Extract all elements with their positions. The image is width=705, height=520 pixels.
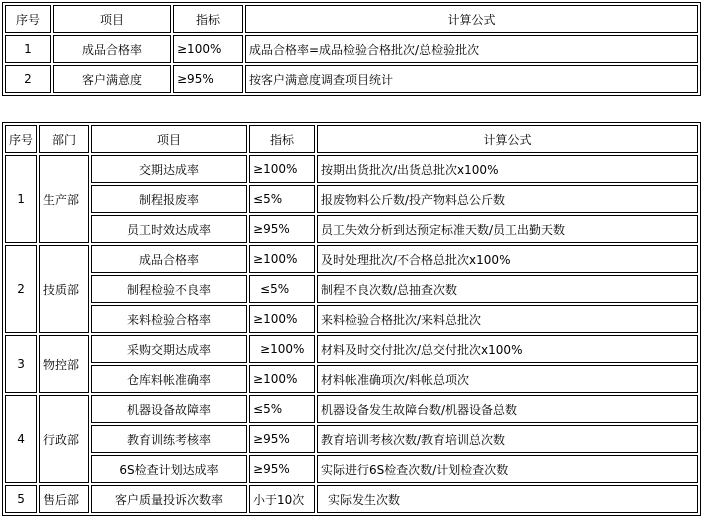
target-value: ≥100% [249, 335, 315, 363]
department-name: 行政部 [39, 395, 89, 483]
formula: 来料检验合格批次/来料总批次 [317, 305, 698, 333]
group-number: 3 [5, 335, 37, 393]
target-value: ≥95% [249, 455, 315, 483]
table-row [5, 455, 698, 483]
target-value: ≥100% [173, 35, 243, 63]
header-cell: 指标 [173, 5, 243, 33]
table-row [5, 35, 698, 63]
table-row [5, 305, 698, 333]
item-name: 成品合格率 [91, 245, 247, 273]
item-name: 教育训练考核率 [91, 425, 247, 453]
group-number: 5 [5, 485, 37, 513]
item-name: 交期达成率 [91, 155, 247, 183]
table-row [5, 275, 698, 303]
table-row [5, 425, 698, 453]
formula: 教育培训考核次数/教育培训总次数 [317, 425, 698, 453]
header-cell: 计算公式 [245, 5, 698, 33]
target-value: ≤5% [249, 275, 315, 303]
header-cell: 计算公式 [317, 125, 698, 153]
department-name: 售后部 [39, 485, 89, 513]
table-row [5, 215, 698, 243]
table-row [5, 65, 698, 93]
item-name: 来料检验合格率 [91, 305, 247, 333]
kpi-summary-table [2, 2, 701, 96]
formula: 成品合格率=成品检验合格批次/总检验批次 [245, 35, 698, 63]
department-kpi-table [2, 122, 701, 516]
group-number: 1 [5, 155, 37, 243]
item-name: 采购交期达成率 [91, 335, 247, 363]
target-value: ≥100% [249, 365, 315, 393]
group-number: 4 [5, 395, 37, 483]
header-cell: 指标 [249, 125, 315, 153]
formula: 材料及时交付批次/总交付批次x100% [317, 335, 698, 363]
header-cell: 序号 [5, 5, 51, 33]
target-value: ≥100% [249, 305, 315, 333]
formula: 按客户满意度调查项目统计 [245, 65, 698, 93]
item-name: 制程报废率 [91, 185, 247, 213]
formula: 及时处理批次/不合格总批次x100% [317, 245, 698, 273]
target-value: ≥95% [173, 65, 243, 93]
target-value: ≥100% [249, 245, 315, 273]
item-name: 成品合格率 [53, 35, 171, 63]
header-cell: 序号 [5, 125, 37, 153]
target-value: ≤5% [249, 185, 315, 213]
formula: 员工失效分析到达预定标准天数/员工出勤天数 [317, 215, 698, 243]
formula: 实际进行6S检查次数/计划检查次数 [317, 455, 698, 483]
target-value: ≤5% [249, 395, 315, 423]
formula: 报废物料公斤数/投产物料总公斤数 [317, 185, 698, 213]
target-value: 小于10次 [249, 485, 315, 513]
table-row [5, 395, 698, 423]
department-name: 物控部 [39, 335, 89, 393]
formula: 制程不良次数/总抽查次数 [317, 275, 698, 303]
row-number: 2 [5, 65, 51, 93]
target-value: ≥100% [249, 155, 315, 183]
table-row [5, 335, 698, 363]
formula: 实际发生次数 [317, 485, 698, 513]
group-number: 2 [5, 245, 37, 333]
item-name: 客户满意度 [53, 65, 171, 93]
item-name: 员工时效达成率 [91, 215, 247, 243]
table-header-row [5, 5, 698, 33]
item-name: 仓库料帐准确率 [91, 365, 247, 393]
item-name: 制程检验不良率 [91, 275, 247, 303]
formula: 机器设备发生故障台数/机器设备总数 [317, 395, 698, 423]
table-row [5, 155, 698, 183]
table-row [5, 485, 698, 513]
target-value: ≥95% [249, 425, 315, 453]
table-row [5, 365, 698, 393]
formula: 材料帐准确项次/料帐总项次 [317, 365, 698, 393]
item-name: 机器设备故障率 [91, 395, 247, 423]
header-cell: 项目 [91, 125, 247, 153]
item-name: 客户质量投诉次数率 [91, 485, 247, 513]
department-name: 技质部 [39, 245, 89, 333]
table-row [5, 245, 698, 273]
header-cell: 部门 [39, 125, 89, 153]
table-header-row [5, 125, 698, 153]
target-value: ≥95% [249, 215, 315, 243]
department-name: 生产部 [39, 155, 89, 243]
row-number: 1 [5, 35, 51, 63]
header-cell: 项目 [53, 5, 171, 33]
item-name: 6S检查计划达成率 [91, 455, 247, 483]
formula: 按期出货批次/出货总批次x100% [317, 155, 698, 183]
table-row [5, 185, 698, 213]
